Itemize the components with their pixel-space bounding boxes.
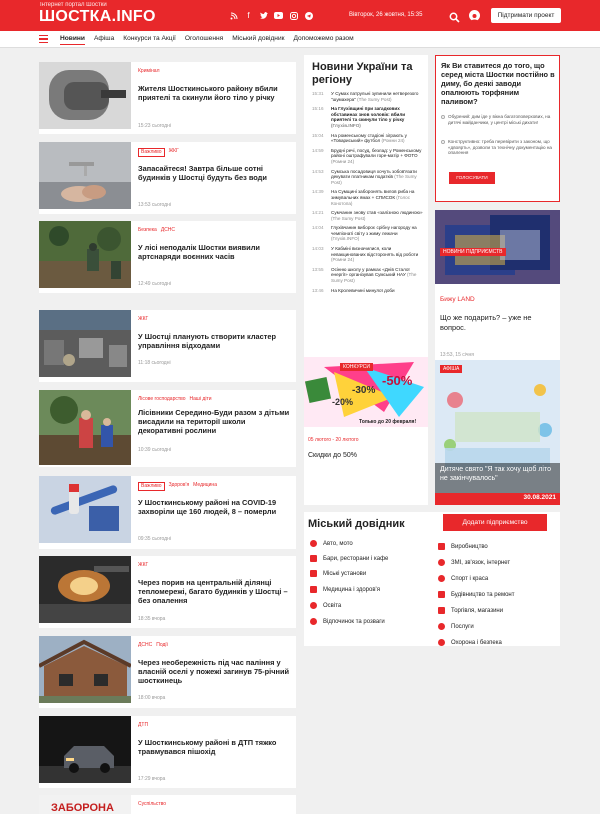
nav-news[interactable]: Новини: [60, 35, 85, 45]
radio-icon: [441, 140, 445, 144]
cafe-icon: [310, 555, 317, 562]
list-item[interactable]: 13:46 На Кролевичині минулої доби: [312, 287, 395, 293]
city-directory: [304, 512, 560, 646]
poll-question: Як Ви ставитеся до того, що серед міста Шостки постійно в диму, бо деякі заводи опалюють торфяним паливом?: [441, 61, 555, 106]
directory-item[interactable]: Охорона і безпека: [438, 639, 502, 646]
news-tag[interactable]: Кримінал: [138, 68, 160, 74]
news-time: 17:29 вчора: [138, 776, 166, 782]
news-tag[interactable]: ЖКГ: [138, 316, 149, 322]
news-thumbnail[interactable]: [39, 390, 131, 465]
news-thumbnail[interactable]: [39, 62, 131, 129]
news-thumbnail[interactable]: [39, 221, 131, 288]
news-time: 09:35 сьогодні: [138, 536, 171, 542]
nav-directory[interactable]: Міський довідник: [232, 35, 285, 42]
facebook-icon[interactable]: f: [247, 11, 250, 20]
directory-item[interactable]: Авто, мото: [310, 540, 353, 547]
nav-afisha[interactable]: Афіша: [93, 35, 115, 42]
news-title[interactable]: Лісівники Середино-Буди разом з дітьми висадили на території школи декоративні рослини: [138, 408, 290, 435]
news-tag[interactable]: Важливо: [138, 148, 165, 157]
news-title[interactable]: У лісі неподалік Шостки виявили артснаряди воєнних часів: [138, 243, 260, 261]
media-icon: [438, 559, 445, 566]
vote-button[interactable]: ГОЛОСУВАТИ: [449, 172, 495, 184]
news-card[interactable]: [39, 310, 296, 382]
news-card[interactable]: [39, 390, 296, 467]
directory-item[interactable]: Освіта: [310, 602, 341, 609]
list-item[interactable]: 13:55 Осінню школу у рамках «Днів Сталої енергії» організував Сумський НАУ (The Sumy Post): [312, 266, 417, 284]
svg-text:-20%: -20%: [332, 397, 354, 407]
news-card[interactable]: [39, 142, 296, 214]
news-tag[interactable]: Безпека: [138, 227, 157, 233]
directory-item[interactable]: Бари, ресторани і кафе: [310, 555, 388, 562]
directory-item[interactable]: ЗМІ, зв'язок, інтернет: [438, 559, 510, 566]
afisha-title[interactable]: Дитяче свято "Я так хочу щоб літо не закінчувалось": [440, 466, 551, 482]
news-title[interactable]: Через порив на центральній ділянці тепломережі, багато будинків у Шостці – без опалення: [138, 578, 288, 605]
directory-heading: Міський довідник: [308, 518, 405, 530]
directory-item[interactable]: Будівництво та ремонт: [438, 591, 514, 598]
news-thumbnail[interactable]: [39, 556, 131, 623]
shop-icon: [438, 607, 445, 614]
news-time: 18:35 вчора: [138, 616, 166, 622]
list-item[interactable]: 14:04 Глухівчанин вибороє срібну нагороду на чемпіонаті світу з жиму лежачи (Глухів.INFO): [312, 225, 417, 242]
news-card[interactable]: [39, 636, 296, 708]
security-icon: [438, 639, 445, 646]
leisure-icon: [310, 618, 317, 625]
svg-text:ЗАБОРОНА: ЗАБОРОНА: [51, 802, 114, 814]
business-news-title[interactable]: Що же подарить? – уже не вопрос.: [440, 313, 532, 332]
news-thumbnail[interactable]: [39, 636, 131, 703]
business-news-source[interactable]: Бижу LAND: [440, 296, 475, 303]
directory-item[interactable]: Медицина і здоров'я: [310, 586, 380, 593]
promo-title[interactable]: Скидки до 50%: [308, 452, 357, 459]
afisha-date: 30.08.2021: [523, 494, 556, 501]
news-time: 12:49 сьогодні: [138, 281, 171, 287]
news-card[interactable]: [39, 62, 296, 134]
news-tag[interactable]: Наші діти: [189, 396, 212, 402]
news-card[interactable]: [39, 221, 296, 293]
business-news-badge[interactable]: НОВИНИ ПІДПРИЄМСТВ: [440, 248, 506, 256]
poll-option[interactable]: Обурений: дим іде у вікна багатоповерхових, на дитячі майданчики, у центрі міські дихати!: [441, 114, 556, 125]
svg-text:Только до 20 февраля!: Только до 20 февраля!: [359, 419, 417, 425]
news-title[interactable]: У Шосткинському районі в ДТП тяжко травмувався пішохід: [138, 738, 277, 756]
sport-icon: [438, 575, 445, 582]
services-icon: [438, 623, 445, 630]
rss-icon[interactable]: [229, 11, 238, 20]
promo-date: 05 лютого - 20 лютого: [308, 437, 359, 443]
poll-block: [435, 55, 560, 202]
factory-icon: [438, 543, 445, 550]
search-icon[interactable]: [449, 10, 460, 21]
news-time: 13:53 сьогодні: [138, 202, 171, 208]
directory-item[interactable]: Торгівля, магазини: [438, 607, 503, 614]
main-nav: [0, 31, 600, 48]
news-title[interactable]: Через необережність під час паління у власній оселі у пожежі загинув 75-річний шосткинець: [138, 658, 290, 685]
news-tag[interactable]: Здоров'я: [168, 482, 190, 488]
building-icon: [310, 570, 317, 577]
list-item[interactable]: 15:16 На Глухівщині при загадкових обставинах знов чоловік: вбили приятелі та скинули тіло у річку (Глухів.INFO): [312, 106, 406, 128]
telegram-icon[interactable]: [304, 11, 313, 20]
directory-item[interactable]: Виробництво: [438, 543, 488, 550]
news-tag[interactable]: ДСНС: [138, 642, 153, 648]
directory-item[interactable]: Спорт і краса: [438, 575, 488, 582]
business-news-image[interactable]: [435, 210, 560, 284]
news-tag[interactable]: ЖКГ: [168, 148, 179, 154]
news-tag[interactable]: ЖКГ: [138, 562, 149, 568]
news-time: 18:00 вчора: [138, 695, 166, 701]
menu-icon[interactable]: [39, 35, 48, 43]
list-item[interactable]: 14:03 У Кабміні визначилися, коли невакцинованих відсторонять від роботи (Ромни 24): [312, 246, 419, 263]
radio-icon: [441, 115, 445, 119]
news-thumbnail[interactable]: [39, 476, 131, 543]
news-title[interactable]: Запасайтеся! Завтра більше сотні будинків у Шостці будуть без води: [138, 164, 267, 182]
user-icon[interactable]: [469, 10, 480, 21]
business-news-card[interactable]: [435, 210, 560, 360]
social-icons: [229, 11, 313, 20]
poll-option[interactable]: Конструктивно: треба перевірити з законом, що «двоярть», дозволи та технічну документацію на опалення: [441, 139, 556, 156]
news-thumbnail[interactable]: [39, 142, 131, 209]
directory-item[interactable]: Міські установи: [310, 570, 366, 577]
instagram-icon[interactable]: [289, 11, 298, 20]
support-project-button[interactable]: Підтримати проект: [491, 8, 561, 23]
svg-text:-30%: -30%: [352, 385, 376, 396]
news-title[interactable]: У Шосткинському районі на COVID-19 захворіли ще 160 людей, 8 – померли: [138, 498, 277, 516]
car-icon: [310, 540, 317, 547]
list-item[interactable]: 15:04 На роменському стадіоні зіграють у «Товариський» футбол (Ромни 24): [312, 132, 407, 144]
directory-item[interactable]: Послуги: [438, 623, 474, 630]
business-news-time: 13:53, 15 січня: [440, 352, 474, 358]
site-logo[interactable]: ШОСТКА.INFO: [39, 8, 156, 25]
news-tag[interactable]: Важливо: [138, 482, 165, 491]
nav-contests[interactable]: Конкурси та Акції: [123, 35, 176, 42]
list-item[interactable]: 15:31 У Сумах патрульні зупинили нетверезого "шумахера" (The Sumy Post): [312, 91, 419, 102]
news-card[interactable]: [39, 556, 296, 628]
news-tag[interactable]: Лісове господарство: [138, 396, 186, 402]
add-business-button[interactable]: Додати підприємство: [443, 514, 547, 531]
promo-banner[interactable]: [304, 357, 428, 427]
news-time: 11:18 сьогодні: [138, 360, 171, 366]
twitter-icon[interactable]: [259, 11, 268, 20]
list-item[interactable]: 14:39 На Сумщині заборонять вилов риба на зимувальних ямах + СПИСОК (Голос Конотопа): [312, 189, 415, 206]
youtube-icon[interactable]: [274, 11, 283, 20]
list-item[interactable]: 14:59 Брудні речі, посуд, безлад: у Роменському районі оштрафували горе-матір + ФОТО (Ромни 24): [312, 147, 422, 164]
afisha-badge[interactable]: АФІША: [440, 365, 462, 373]
logo-tagline: Інтернет портал Шостки: [40, 2, 107, 8]
news-thumbnail[interactable]: [39, 716, 131, 783]
construction-icon: [438, 591, 445, 598]
news-tag[interactable]: Суспільство: [138, 801, 167, 807]
news-tag[interactable]: ДТП: [138, 722, 149, 728]
site-header: [0, 0, 600, 31]
news-time: 15:23 сьогодні: [138, 123, 171, 129]
news-time: 10:39 сьогодні: [138, 447, 171, 453]
promo-badge[interactable]: КОНКУРСИ: [340, 363, 373, 371]
news-title[interactable]: Жителя Шосткинського району вбили приятелі та скинули його тіло у річку: [138, 84, 278, 102]
news-tag[interactable]: Події: [156, 642, 168, 648]
header-date: Вівторок, 26 жовтня, 15:35: [349, 12, 423, 18]
news-card[interactable]: [39, 716, 296, 788]
medical-icon: [310, 586, 317, 593]
list-item[interactable]: 14:21 Сумчанин знову став «залізною людиною» (The Sumy Post): [312, 210, 423, 221]
news-tag[interactable]: ДСНС: [160, 227, 176, 233]
nav-help-together[interactable]: Допоможемо разом: [293, 35, 354, 42]
news-card[interactable]: [39, 795, 296, 814]
regional-news-heading: Новини України та регіону: [312, 61, 413, 86]
news-title[interactable]: У Шостці планують створити кластер управління відходами: [138, 332, 276, 350]
afisha-banner[interactable]: [435, 360, 560, 505]
education-icon: [310, 602, 317, 609]
news-thumbnail[interactable]: [39, 310, 131, 377]
directory-item[interactable]: Відпочинок та розваги: [310, 618, 385, 625]
news-thumbnail[interactable]: [39, 795, 131, 814]
list-item[interactable]: 14:53 Сумська посадовиця хочуть зобов'язати декувати платникам податків (The Sumy Post): [312, 168, 417, 185]
news-tag[interactable]: Медицина: [193, 482, 217, 488]
svg-text:-50%: -50%: [382, 373, 413, 388]
news-card[interactable]: [39, 476, 296, 549]
nav-ads[interactable]: Оголошення: [184, 35, 224, 42]
